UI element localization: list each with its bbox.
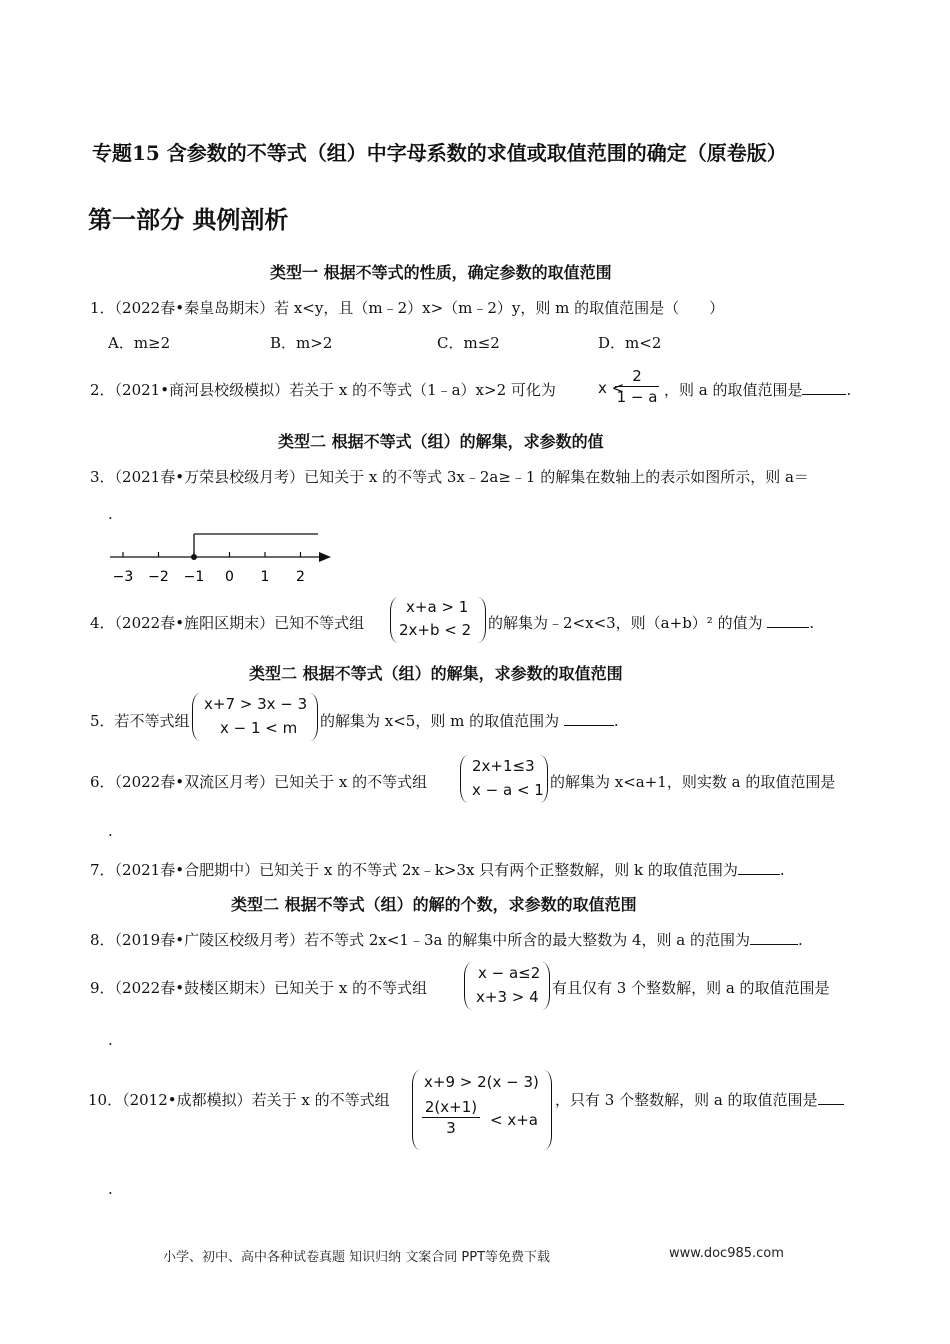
- question-text: （2022春•旌阳区期末）已知不等式组: [114, 614, 365, 632]
- question-4-post: [488, 612, 814, 633]
- left-brace: [390, 597, 398, 643]
- left-brace: [192, 693, 200, 741]
- system-row-1: 2x+1≤3: [472, 757, 535, 775]
- answer-blank[interactable]: [767, 613, 809, 628]
- axis-tick-label: −3: [112, 569, 134, 585]
- question-6: [90, 771, 427, 792]
- question-text: 的解集为 x<5，则 m 的取值范围为: [320, 712, 564, 730]
- fraction-numerator: 2: [632, 367, 642, 385]
- category-heading-3: 类型二 根据不等式（组）的解集，求参数的取值范围: [249, 664, 623, 683]
- question-number: 1．: [90, 299, 115, 317]
- question-number: 6．: [90, 773, 115, 791]
- question-text: （2022春•鼓楼区期末）已知关于 x 的不等式组: [114, 979, 428, 997]
- category-heading-4: 类型二 根据不等式（组）的解的个数，求参数的取值范围: [231, 895, 637, 914]
- system-row-2: x+3 > 4: [476, 988, 539, 1006]
- question-number: 2．: [90, 381, 115, 399]
- footer-link[interactable]: www.doc985.com: [669, 1246, 784, 1261]
- inequality-system: [192, 693, 318, 741]
- question-5-post: [320, 710, 619, 731]
- fraction-denominator: 1 − a: [616, 388, 658, 406]
- question-1: [90, 297, 724, 318]
- option-d: D．m<2: [598, 334, 662, 352]
- right-brace: [540, 755, 548, 803]
- period: .: [613, 712, 619, 730]
- left-brace: [464, 962, 472, 1010]
- answer-blank[interactable]: [750, 930, 798, 945]
- question-2: [90, 379, 556, 400]
- question-text: 的解集为﹣2<x<3，则（a+b）² 的值为: [488, 614, 768, 632]
- question-text: ，只有 3 个整数解，则 a 的取值范围是: [555, 1091, 818, 1109]
- question-8: [90, 929, 803, 950]
- category-heading-2: 类型二 根据不等式（组）的解集，求参数的值: [278, 432, 604, 451]
- axis-tick-label: −1: [183, 569, 205, 585]
- axis-tick-label: 1: [260, 569, 270, 585]
- part-heading: 第一部分 典例剖析: [88, 206, 289, 234]
- question-text: （2022春•秦皇岛期末）若 x<y，且（m﹣2）x>（m﹣2）y，则 m 的取值范围是（ ）: [114, 299, 725, 317]
- question-5: [90, 710, 190, 731]
- period: .: [779, 861, 785, 879]
- solid-dot: [191, 554, 197, 560]
- right-brace: [544, 1070, 552, 1150]
- question-number: 10．: [88, 1091, 123, 1109]
- question-2-post: [664, 379, 851, 400]
- right-brace: [542, 962, 550, 1010]
- system-row-1: x+7 > 3x − 3: [204, 695, 308, 713]
- right-brace: [478, 597, 486, 643]
- period: .: [846, 381, 852, 399]
- answer-blank[interactable]: [818, 1090, 844, 1105]
- number-line: [105, 528, 345, 588]
- page-title: 专题15 含参数的不等式（组）中字母系数的求值或取值范围的确定（原卷版）: [92, 141, 787, 165]
- question-10: [88, 1089, 390, 1110]
- footer-text: 小学、初中、高中各种试卷真题 知识归纳 文案合同 PPT等免费下载: [163, 1250, 551, 1265]
- question-number: 9．: [90, 979, 115, 997]
- axis-tick-label: 0: [225, 569, 234, 585]
- question-text: 若不等式组: [114, 712, 190, 730]
- question-9-post: 有且仅有 3 个整数解，则 a 的取值范围是: [552, 979, 830, 997]
- question-text: （2021•商河县校级模拟）若关于 x 的不等式（1﹣a）x>2 可化为: [114, 381, 556, 399]
- inequality-system: [412, 1070, 552, 1150]
- system-row-2: x − a < 1: [472, 781, 544, 799]
- answer-blank[interactable]: [738, 860, 780, 875]
- question-text: ，则 a 的取值范围是: [664, 381, 803, 399]
- question-3: [90, 466, 809, 487]
- system-row-2: 2x+b < 2: [399, 621, 472, 639]
- question-9-tail: .: [108, 1031, 113, 1049]
- question-7: [90, 859, 785, 880]
- axis-arrow-icon: [319, 552, 331, 562]
- axis-tick-label: 2: [296, 569, 305, 585]
- question-text: （2021春•万荣县校级月考）已知关于 x 的不等式 3x﹣2a≥﹣1 的解集在数轴上的表示如图所示，则 a＝: [114, 468, 809, 486]
- x-less-than: x <: [598, 379, 625, 397]
- question-number: 8．: [90, 931, 115, 949]
- question-number: 4．: [90, 614, 115, 632]
- question-text: （2019春•广陵区校级月考）若不等式 2x<1﹣3a 的解集中所含的最大整数为 4，则 a 的范围为: [114, 931, 750, 949]
- question-text: （2021春•合肥期中）已知关于 x 的不等式 2x﹣k>3x 只有两个正整数解，则 k 的取值范围为: [114, 861, 738, 879]
- fraction: [615, 367, 659, 406]
- question-number: 7．: [90, 861, 115, 879]
- question-3-tail: .: [108, 505, 113, 523]
- system-row-1: x − a≤2: [478, 964, 541, 982]
- system-row-2: < x+a: [490, 1111, 538, 1129]
- inequality-system: [390, 597, 486, 643]
- fraction-bar: [422, 1117, 480, 1118]
- option-a: A．m≥2: [108, 334, 171, 352]
- question-4: [90, 612, 364, 633]
- period: .: [809, 614, 815, 632]
- right-brace: [310, 693, 318, 741]
- answer-blank[interactable]: [564, 711, 614, 726]
- axis-tick-label: −2: [148, 569, 169, 585]
- question-6-post: 的解集为 x<a+1，则实数 a 的取值范围是: [550, 773, 836, 791]
- period: .: [798, 931, 803, 949]
- answer-blank[interactable]: [802, 380, 846, 395]
- left-brace: [412, 1070, 420, 1150]
- question-10-post: [555, 1089, 844, 1110]
- question-text: （2022春•双流区月考）已知关于 x 的不等式组: [114, 773, 428, 791]
- question-6-tail: .: [108, 822, 113, 840]
- category-heading-1: 类型一 根据不等式的性质，确定参数的取值范围: [270, 263, 612, 282]
- fraction: [422, 1098, 480, 1137]
- option-c: C．m≤2: [437, 334, 500, 352]
- question-number: 3．: [90, 468, 115, 486]
- system-row-1: x+a > 1: [406, 598, 469, 616]
- left-brace: [460, 755, 468, 803]
- inequality-system: [464, 962, 550, 1010]
- fraction-bar: [615, 386, 659, 387]
- question-text: （2012•成都模拟）若关于 x 的不等式组: [122, 1091, 390, 1109]
- question-number: 5．: [90, 712, 115, 730]
- fraction-numerator: 2(x+1): [424, 1098, 478, 1116]
- fraction-denominator: 3: [446, 1119, 456, 1137]
- system-row-2: x − 1 < m: [220, 719, 298, 737]
- inequality-system: [460, 755, 548, 803]
- option-b: B．m>2: [270, 334, 333, 352]
- system-row-1: x+9 > 2(x − 3): [424, 1073, 539, 1091]
- question-9: [90, 977, 427, 998]
- question-10-tail: .: [108, 1180, 113, 1198]
